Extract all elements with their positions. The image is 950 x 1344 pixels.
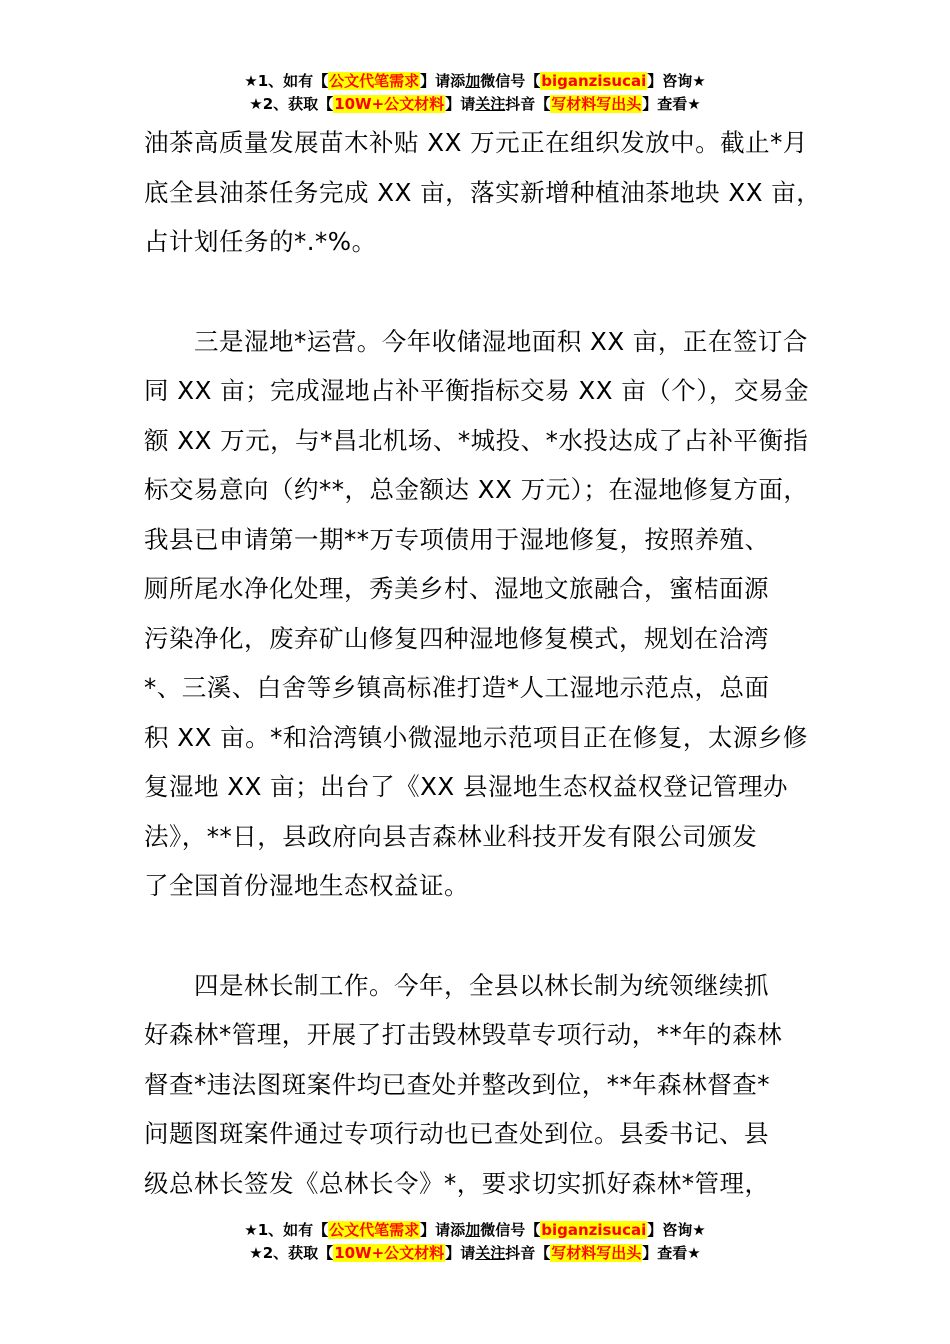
text-line: 污染净化，废弃矿山修复四种湿地修复模式，规划在洽湾 [144,623,769,653]
text-line: 复湿地 XX 亩；出台了《XX 县湿地生态权益权登记管理办 [144,772,788,801]
highlight-text: 10W+公文材料 [334,95,445,113]
text-line: 积 XX 亩。*和洽湾镇小微湿地示范项目正在修复，太源乡修 [144,722,808,752]
text-line: 问题图斑案件通过专项行动也已查处到位。县委书记、县 [144,1119,769,1148]
highlight-text: 公文代笔需求 [329,72,420,90]
text-line: 油茶高质量发展苗木补贴 XX 万元正在组织发放中。截止*月 [144,128,808,157]
document-body [144,118,824,1208]
banner-line-2: ★2、获取【10W+公文材料】请关注抖音【写材料写出头】查看★ [249,95,701,113]
text-line: 底全县油茶任务完成 XX 亩，落实新增种植油茶地块 XX 亩， [144,177,822,207]
banner-line-1: ★1、如有【公文代笔需求】请添加微信号【biganzisucai】咨询★ [244,72,706,90]
highlight-text: biganzisucai [541,72,647,90]
text-line: 督查*违法图斑案件均已查处并整改到位，**年森林督查* [144,1069,770,1099]
text-line: 占计划任务的*.*%。 [144,227,377,256]
text-line: 我县已申请第一期**万专项债用于湿地修复，按照养殖、 [144,524,770,554]
text-line: 三是湿地*运营。今年收储湿地面积 XX 亩，正在签订合 [194,326,808,356]
footer-banner [0,1219,950,1265]
text-line: 同 XX 亩；完成湿地占补平衡指标交易 XX 亩（个），交易金 [144,376,810,405]
highlight-text: 公文代笔需求 [329,1221,420,1239]
banner-line-2: ★2、获取【10W+公文材料】请关注抖音【写材料写出头】查看★ [249,1244,701,1262]
header-banner [0,70,950,116]
text-line: 四是林长制工作。今年，全县以林长制为统领继续抓 [194,970,769,1000]
text-line: 好森林*管理，开展了打击毁林毁草专项行动，**年的森林 [144,1020,783,1049]
text-line: 标交易意向（约**，总金额达 XX 万元）；在湿地修复方面， [144,475,809,504]
text-line: 了全国首份湿地生态权益证。 [144,871,469,900]
highlight-text: 写材料写出头 [551,1244,642,1262]
highlight-text: biganzisucai [541,1221,647,1239]
text-line: 法》，**日，县政府向县吉森林业科技开发有限公司颁发 [144,821,758,851]
text-line: 厕所尾水净化处理，秀美乡村、湿地文旅融合，蜜桔面源 [144,574,769,603]
highlight-text: 10W+公文材料 [334,1244,445,1262]
paragraph-gap [144,267,824,317]
banner-line-1: ★1、如有【公文代笔需求】请添加微信号【biganzisucai】咨询★ [244,1221,706,1239]
highlight-text: 写材料写出头 [551,95,642,113]
text-line: *、三溪、白舍等乡镇高标准打造*人工湿地示范点，总面 [144,673,770,702]
text-line: 额 XX 万元，与*昌北机场、*城投、*水投达成了占补平衡指 [144,425,809,455]
text-line: 级总林长签发《总林长令》*，要求切实抓好森林*管理， [144,1168,770,1198]
paragraph-gap [144,911,824,961]
